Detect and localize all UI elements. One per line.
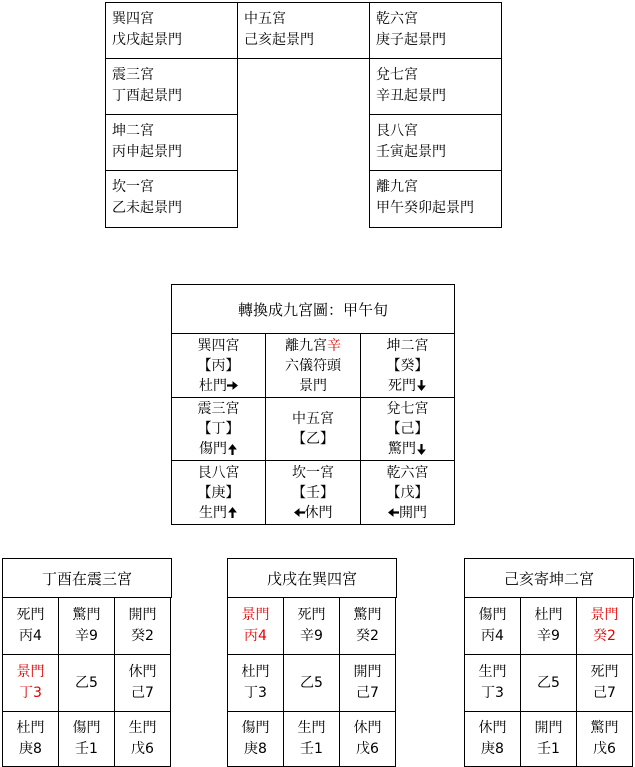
bottom-grid-cell: [283, 597, 340, 655]
palace-name: 坎一宮: [292, 464, 334, 481]
palace-stem: 【癸】: [386, 357, 429, 374]
palace-stem: 【丙】: [197, 357, 240, 374]
top-cell-zhong5: [237, 2, 370, 59]
gate-name: 生門: [478, 664, 507, 680]
arrow-right-icon: [227, 380, 238, 391]
stem-number: 戊6: [593, 741, 616, 757]
bottom-grid-cell: [114, 597, 171, 655]
palace-name: 坤二宮: [112, 123, 154, 139]
palace-text: 乙未起景門: [112, 200, 182, 216]
palace-stem: 六儀符頭: [285, 357, 341, 374]
gate-line: [199, 439, 238, 459]
palace-name: 震三宮: [112, 67, 154, 83]
center-stem: 乙5: [537, 674, 560, 691]
bottom-grid-cell: [339, 711, 396, 767]
bottom-grid-cell: [464, 597, 521, 655]
mid-cell-kan1: [265, 460, 361, 525]
palace-text: 己亥起景門: [244, 32, 314, 48]
stem-number: 辛9: [537, 628, 560, 644]
palace-stem: 【壬】: [292, 484, 334, 501]
top-cell-dui7: [369, 58, 502, 115]
bottom-grid-cell: [58, 654, 115, 712]
stem-number: 癸2: [356, 628, 379, 644]
stem-number: 庚8: [19, 741, 42, 757]
gate-name: 休門: [304, 504, 333, 521]
palace-text: 辛丑起景門: [376, 88, 446, 104]
palace-text: 壬寅起景門: [376, 144, 446, 160]
gate-name: 開門: [353, 664, 382, 680]
bottom-grid-cell: [576, 654, 633, 712]
stem-number: 丁3: [244, 685, 267, 701]
bottom-grid-cell: [114, 654, 171, 712]
mid-cell-gen8: [171, 460, 266, 525]
palace-text: 戊戌起景門: [112, 32, 182, 48]
stem-number: 壬1: [75, 741, 98, 757]
stem-number: 壬1: [537, 741, 560, 757]
center-stem: 乙5: [75, 674, 98, 691]
gate-name: 死門: [388, 377, 416, 394]
bottom-grid-cell: [520, 597, 577, 655]
gate-name: 開門: [399, 504, 427, 521]
stem-number: 癸2: [131, 628, 154, 644]
gate-name: 休門: [353, 720, 382, 736]
palace-stem: 【乙】: [292, 431, 334, 447]
top-cell-zhen3: [105, 58, 238, 115]
top-cell-kun2: [105, 114, 238, 171]
gate-name: 杜門: [16, 720, 45, 736]
diagram-title: 轉換成九宮圖：甲午旬: [237, 300, 388, 319]
palace-text: 丙申起景門: [112, 144, 182, 160]
bottom-grid-cell: [114, 711, 171, 767]
stem-number: 辛9: [75, 628, 98, 644]
six-yi-head-stem: 辛: [327, 337, 341, 354]
bottom-grid-cell: [283, 711, 340, 767]
gate-name: 死門: [590, 664, 619, 680]
arrow-down-icon: [416, 380, 427, 391]
stem-number: 庚8: [244, 741, 267, 757]
palace-name: 坤二宮: [386, 337, 429, 354]
bottom-grid-cell: [2, 654, 59, 712]
bottom-grid-cell: [576, 711, 633, 767]
stem-number: 丙4: [244, 628, 267, 644]
gate-name: 死門: [16, 607, 45, 623]
mid-cell-qian6: [360, 460, 455, 525]
palace-name: 兌七宮: [376, 67, 418, 83]
top-cell-gen8: [369, 114, 502, 171]
grid-title: 戊戌在巽四宮: [266, 569, 357, 588]
gate-name: 景門: [16, 664, 45, 680]
stem-number: 丙4: [19, 628, 42, 644]
top-cell-qian6: [369, 2, 502, 59]
palace-name: 兌七宮: [386, 401, 429, 417]
bottom-grid-cell: [227, 654, 284, 712]
mid-cell-li9: [265, 333, 361, 398]
stem-number: 癸2: [593, 628, 616, 644]
gate-name: 休門: [478, 720, 507, 736]
gate-name: 生門: [128, 720, 157, 736]
gate-name: 傷門: [199, 441, 227, 457]
palace-name: 離九宮: [285, 337, 327, 354]
stem-number: 壬1: [300, 741, 323, 757]
mid-cell-dui7: [360, 397, 455, 461]
gate-line: [388, 376, 427, 396]
palace-name: 乾六宮: [386, 464, 429, 481]
bottom-grid-cell: [576, 597, 633, 655]
gate-line: [388, 503, 427, 523]
arrow-up-icon: [227, 444, 238, 455]
arrow-up-icon: [227, 507, 238, 518]
palace-text: 甲午癸卯起景門: [376, 200, 474, 216]
stem-number: 戊6: [356, 741, 379, 757]
bottom-grid-cell: [464, 654, 521, 712]
stem-number: 己7: [131, 685, 154, 701]
bottom-grid-cell: [2, 597, 59, 655]
gate-name: 景門: [590, 607, 619, 623]
stem-number: 己7: [593, 685, 616, 701]
top-cell-xun4: [105, 2, 238, 59]
palace-name: 震三宮: [197, 401, 240, 417]
gate-name: 杜門: [241, 664, 270, 680]
gate-name: 驚門: [72, 607, 101, 623]
gate-line: [199, 503, 238, 523]
gate-line: [299, 376, 327, 396]
stem-number: 己7: [356, 685, 379, 701]
grid-title: 己亥寄坤二宮: [503, 569, 594, 588]
gate-line: [294, 503, 333, 523]
palace-name: 巽四宮: [112, 11, 154, 27]
mid-cell-xun4: [171, 333, 266, 398]
gate-name: 傷門: [478, 607, 507, 623]
gate-name: 驚門: [388, 441, 416, 457]
bottom-grid-cell: [464, 711, 521, 767]
stem-number: 庚8: [481, 741, 504, 757]
gate-name: 生門: [199, 504, 227, 521]
gate-name: 傷門: [241, 720, 270, 736]
grid-title: 丁酉在震三宮: [41, 569, 132, 588]
palace-stem: 【己】: [386, 421, 429, 437]
bottom-grid-cell: [58, 711, 115, 767]
arrow-down-icon: [416, 444, 427, 455]
arrow-left-icon: [388, 507, 399, 518]
mid-cell-kun2: [360, 333, 455, 398]
palace-name: 艮八宮: [376, 123, 418, 139]
palace-name: 中五宮: [292, 411, 334, 427]
bottom-grid-title: [464, 558, 634, 598]
gate-name: 驚門: [353, 607, 382, 623]
palace-name: 離九宮: [376, 179, 418, 195]
gate-name: 休門: [128, 664, 157, 680]
bottom-grid-title: [227, 558, 397, 598]
palace-stem: 【丁】: [197, 421, 240, 437]
gate-name: 驚門: [590, 720, 619, 736]
center-stem: 乙5: [300, 674, 323, 691]
gate-name: 景門: [241, 607, 270, 623]
mid-cell-zhong5: [265, 397, 361, 461]
stem-number: 丙4: [481, 628, 504, 644]
bottom-grid-cell: [58, 597, 115, 655]
bottom-grid-cell: [227, 597, 284, 655]
gate-name: 死門: [297, 607, 326, 623]
gate-name: 杜門: [534, 607, 563, 623]
bottom-grid-cell: [520, 711, 577, 767]
palace-text: 丁酉起景門: [112, 88, 182, 104]
palace-text: 庚子起景門: [376, 32, 446, 48]
palace-stem: 【戊】: [386, 484, 429, 501]
bottom-grid-cell: [520, 654, 577, 712]
gate-name: 景門: [299, 377, 327, 394]
bottom-grid-cell: [339, 654, 396, 712]
gate-line: [199, 376, 238, 396]
palace-name: 中五宮: [244, 11, 286, 27]
bottom-grid-cell: [283, 654, 340, 712]
gate-line: [388, 439, 427, 459]
gate-name: 生門: [297, 720, 326, 736]
mid-cell-zhen3: [171, 397, 266, 461]
stem-number: 辛9: [300, 628, 323, 644]
palace-name: 巽四宮: [197, 337, 240, 354]
palace-stem: 【庚】: [197, 484, 240, 501]
palace-name: 乾六宮: [376, 11, 418, 27]
gate-name: 傷門: [72, 720, 101, 736]
bottom-grid-cell: [227, 711, 284, 767]
bottom-grid-cell: [339, 597, 396, 655]
palace-name: 艮八宮: [197, 464, 240, 481]
gate-name: 杜門: [199, 377, 227, 394]
gate-name: 開門: [128, 607, 157, 623]
arrow-left-icon: [294, 507, 305, 518]
bottom-grid-cell: [2, 711, 59, 767]
stem-number: 丁3: [481, 685, 504, 701]
stem-number: 丁3: [19, 685, 42, 701]
top-cell-kan1: [105, 170, 238, 228]
stem-number: 戊6: [131, 741, 154, 757]
bottom-grid-title: [2, 558, 172, 598]
top-cell-li9: [369, 170, 502, 228]
gate-name: 開門: [534, 720, 563, 736]
palace-name: 坎一宮: [112, 179, 154, 195]
middle-grid-title: [171, 284, 455, 334]
